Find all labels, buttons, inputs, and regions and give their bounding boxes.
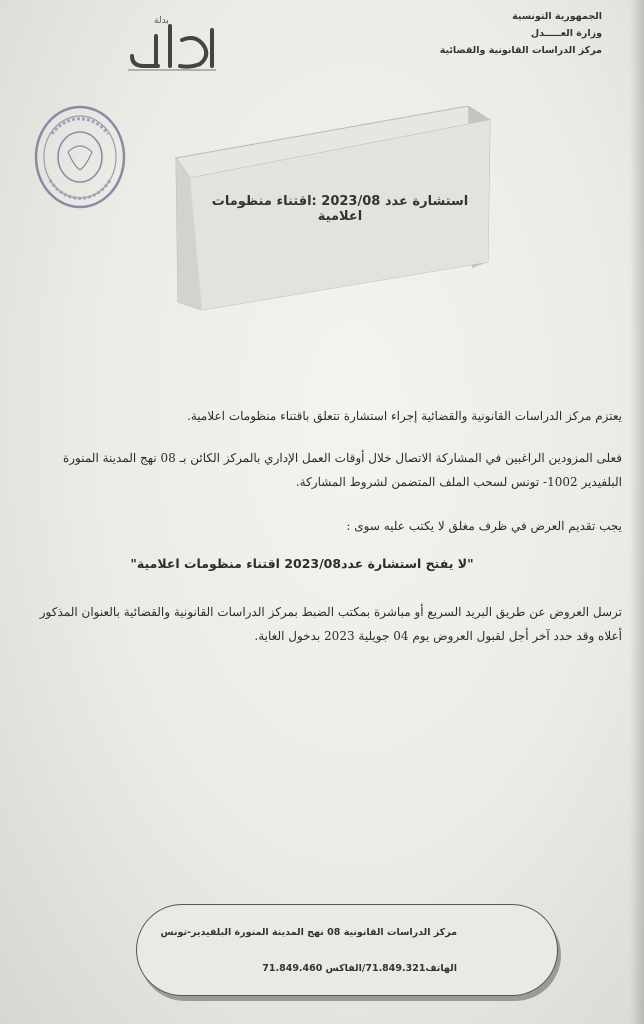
ministry-logo-icon (124, 16, 220, 74)
paragraph-participation: فعلى المزودين الراغبين في المشاركة الاتصال خلال أوقات العمل الإداري بالمركز الكائن بـ 08 نهج المدينة المنورة البلفيدير 1002- تونس لسحب الملف المتضمن لشروط المشاركة. (62, 451, 622, 489)
page-edge-shadow (630, 0, 644, 1024)
page-title: استشارة عدد 2023/08 :اقتناء منظومات اعلامية (211, 194, 469, 224)
official-seal-icon (32, 104, 128, 210)
logo-graphic (124, 16, 220, 74)
paragraph-intro: يعتزم مركز الدراسات القانونية والقضائية إجراء استشارة تتعلق باقتناء منظومات اعلامية. (187, 409, 622, 423)
paragraph-deadline: ترسل العروض عن طريق البريد السريع أو مباشرة بمكتب الضبط بمركز الدراسات القانونية والقضائية بالعنوان المذكور أعلاه وقد حدد آخر أجل لقبول العروض يوم 04 جويلية 2023 بدخول الغاية. (39, 605, 622, 643)
envelope-label-quote: "لا يفتح استشارة عدد2023/08 اقتناء منظومات اعلامية" (130, 556, 474, 571)
letterhead-republic: الجمهورية التونسية (512, 11, 602, 22)
letterhead-center: مركز الدراسات القانونية والقضائية (439, 45, 602, 56)
footer-phone-fax: الهاتف71.849.321/الفاكس 71.849.460 (262, 963, 457, 974)
letterhead (382, 8, 602, 59)
logo-top-text: بدلة (154, 16, 169, 26)
seal-graphic (32, 104, 128, 210)
footer-address: مركز الدراسات القانونية 08 نهج المدينة المنورة البلفيدير-تونس (160, 927, 457, 938)
paragraph-envelope: يجب تقديم العرض في ظرف مغلق لا يكتب عليه سوى : (346, 519, 622, 533)
footer-address-box (136, 904, 558, 996)
letterhead-ministry: وزارة العـــــدل (530, 28, 602, 39)
